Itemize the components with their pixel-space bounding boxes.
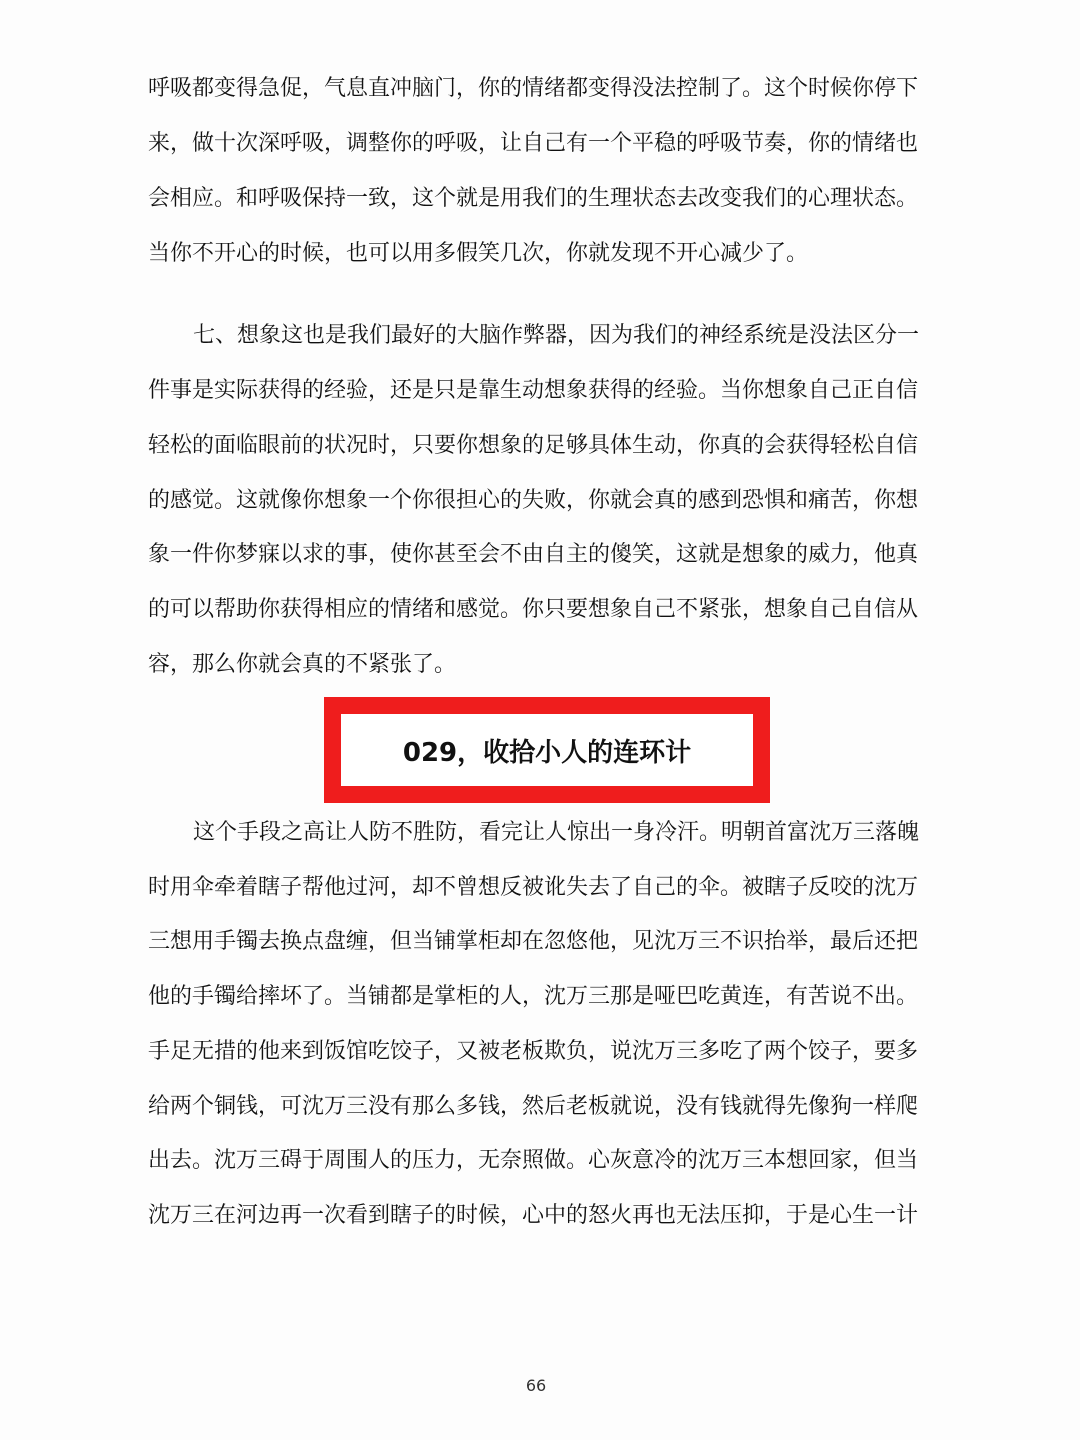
text-line: 七、想象这也是我们最好的大脑作弊器，因为我们的神经系统是没法区分一 <box>193 323 920 348</box>
text-line: 出去。沈万三碍于周围人的压力，无奈照做。心灰意冷的沈万三本想回家，但当 <box>148 1148 919 1173</box>
text-line: 他的手镯给摔坏了。当铺都是掌柜的人，沈万三那是哑巴吃黄连，有苦说不出。 <box>148 984 919 1009</box>
text-line: 会相应。和呼吸保持一致，这个就是用我们的生理状态去改变我们的心理状态。 <box>148 186 919 211</box>
text-line: 的可以帮助你获得相应的情绪和感觉。你只要想象自己不紧张，想象自己自信从 <box>148 597 919 622</box>
text-line: 轻松的面临眼前的状况时，只要你想象的足够具体生动，你真的会获得轻松自信 <box>148 433 919 458</box>
text-line: 的感觉。这就像你想象一个你很担心的失败，你就会真的感到恐惧和痛苦，你想 <box>148 488 919 513</box>
page-number: 66 <box>525 1376 547 1395</box>
section-heading-box <box>324 697 770 803</box>
text-line: 时用伞牵着瞎子帮他过河，却不曾想反被讹失去了自己的伞。被瞎子反咬的沈万 <box>148 875 919 900</box>
text-line: 这个手段之高让人防不胜防，看完让人惊出一身冷汗。明朝首富沈万三落魄 <box>193 820 920 845</box>
text-line: 手足无措的他来到饭馆吃饺子，又被老板欺负，说沈万三多吃了两个饺子，要多 <box>148 1039 919 1064</box>
text-line: 来，做十次深呼吸，调整你的呼吸，让自己有一个平稳的呼吸节奏，你的情绪也 <box>148 131 919 156</box>
text-line: 象一件你梦寐以求的事，使你甚至会不由自主的傻笑，这就是想象的威力，他真 <box>148 542 919 567</box>
text-line: 给两个铜钱，可沈万三没有那么多钱，然后老板就说，没有钱就得先像狗一样爬 <box>148 1094 919 1119</box>
text-line: 件事是实际获得的经验，还是只是靠生动想象获得的经验。当你想象自己正自信 <box>148 378 919 403</box>
text-line: 当你不开心的时候，也可以用多假笑几次，你就发现不开心减少了。 <box>148 241 809 266</box>
text-line: 容，那么你就会真的不紧张了。 <box>148 652 457 677</box>
text-line: 三想用手镯去换点盘缠，但当铺掌柜却在忽悠他，见沈万三不识抬举，最后还把 <box>148 929 919 954</box>
text-line: 沈万三在河边再一次看到瞎子的时候，心中的怒火再也无法压抑，于是心生一计 <box>148 1203 919 1228</box>
section-heading: 029，收拾小人的连环计 <box>402 737 692 768</box>
text-line: 呼吸都变得急促，气息直冲脑门，你的情绪都变得没法控制了。这个时候你停下 <box>148 76 919 101</box>
